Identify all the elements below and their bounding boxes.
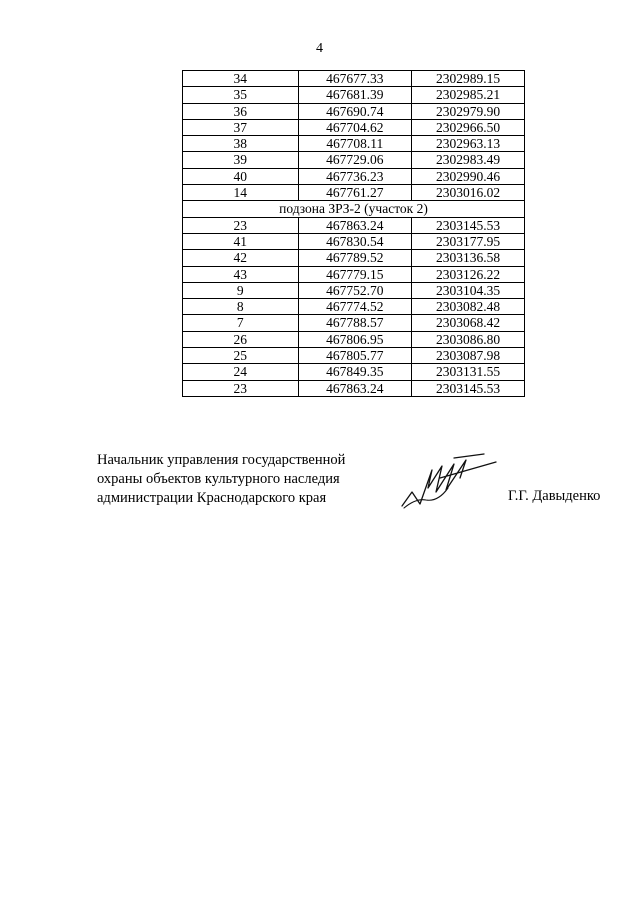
table-row xyxy=(183,299,525,315)
point-number-cell: 39 xyxy=(183,152,299,168)
table-row xyxy=(183,315,525,331)
x-coordinate-cell: 467690.74 xyxy=(298,103,412,119)
y-coordinate-cell: 2303068.42 xyxy=(412,315,525,331)
y-coordinate-cell: 2303082.48 xyxy=(412,299,525,315)
y-coordinate-cell: 2302963.13 xyxy=(412,136,525,152)
point-number-cell: 43 xyxy=(183,266,299,282)
y-coordinate-cell: 2303145.53 xyxy=(412,380,525,396)
x-coordinate-cell: 467704.62 xyxy=(298,119,412,135)
table-row xyxy=(183,250,525,266)
table-row xyxy=(183,364,525,380)
x-coordinate-cell: 467789.52 xyxy=(298,250,412,266)
table-section xyxy=(183,201,525,217)
table-row xyxy=(183,331,525,347)
x-coordinate-cell: 467681.39 xyxy=(298,87,412,103)
table-row xyxy=(183,266,525,282)
table-row xyxy=(183,136,525,152)
point-number-cell: 7 xyxy=(183,315,299,331)
table-row xyxy=(183,152,525,168)
coordinates-table xyxy=(182,70,525,397)
point-number-cell: 26 xyxy=(183,331,299,347)
x-coordinate-cell: 467752.70 xyxy=(298,282,412,298)
x-coordinate-cell: 467677.33 xyxy=(298,71,412,87)
point-number-cell: 9 xyxy=(183,282,299,298)
handwritten-signature xyxy=(396,448,500,514)
y-coordinate-cell: 2303016.02 xyxy=(412,185,525,201)
x-coordinate-cell: 467806.95 xyxy=(298,331,412,347)
table-row xyxy=(183,380,525,396)
y-coordinate-cell: 2302966.50 xyxy=(412,119,525,135)
y-coordinate-cell: 2303104.35 xyxy=(412,282,525,298)
section-row xyxy=(183,201,525,217)
table-row xyxy=(183,119,525,135)
y-coordinate-cell: 2303177.95 xyxy=(412,233,525,249)
point-number-cell: 8 xyxy=(183,299,299,315)
point-number-cell: 35 xyxy=(183,87,299,103)
position-line: администрации Краснодарского края xyxy=(97,490,327,506)
point-number-cell: 38 xyxy=(183,136,299,152)
point-number-cell: 23 xyxy=(183,380,299,396)
table-row xyxy=(183,217,525,233)
point-number-cell: 41 xyxy=(183,233,299,249)
x-coordinate-cell: 467736.23 xyxy=(298,168,412,184)
table-row xyxy=(183,87,525,103)
point-number-cell: 24 xyxy=(183,364,299,380)
x-coordinate-cell: 467761.27 xyxy=(298,185,412,201)
point-number-cell: 37 xyxy=(183,119,299,135)
y-coordinate-cell: 2302989.15 xyxy=(412,71,525,87)
table-body-top xyxy=(183,71,525,201)
point-number-cell: 42 xyxy=(183,250,299,266)
point-number-cell: 34 xyxy=(183,71,299,87)
table-row xyxy=(183,233,525,249)
table-row xyxy=(183,282,525,298)
x-coordinate-cell: 467774.52 xyxy=(298,299,412,315)
x-coordinate-cell: 467830.54 xyxy=(298,233,412,249)
x-coordinate-cell: 467849.35 xyxy=(298,364,412,380)
y-coordinate-cell: 2303131.55 xyxy=(412,364,525,380)
table-body-bottom xyxy=(183,217,525,396)
y-coordinate-cell: 2302985.21 xyxy=(412,87,525,103)
y-coordinate-cell: 2302990.46 xyxy=(412,168,525,184)
y-coordinate-cell: 2302979.90 xyxy=(412,103,525,119)
table-row xyxy=(183,348,525,364)
y-coordinate-cell: 2303126.22 xyxy=(412,266,525,282)
point-number-cell: 36 xyxy=(183,103,299,119)
x-coordinate-cell: 467863.24 xyxy=(298,380,412,396)
x-coordinate-cell: 467805.77 xyxy=(298,348,412,364)
signer-name: Г.Г. Давыденко xyxy=(508,488,601,504)
signatory-position xyxy=(97,451,345,508)
point-number-cell: 40 xyxy=(183,168,299,184)
position-line: охраны объектов культурного наследия xyxy=(97,471,340,487)
x-coordinate-cell: 467708.11 xyxy=(298,136,412,152)
table-row xyxy=(183,168,525,184)
x-coordinate-cell: 467729.06 xyxy=(298,152,412,168)
section-title: подзона ЗРЗ-2 (участок 2) xyxy=(183,201,525,217)
table-row xyxy=(183,71,525,87)
table-row xyxy=(183,185,525,201)
y-coordinate-cell: 2302983.49 xyxy=(412,152,525,168)
x-coordinate-cell: 467788.57 xyxy=(298,315,412,331)
point-number-cell: 23 xyxy=(183,217,299,233)
table-row xyxy=(183,103,525,119)
y-coordinate-cell: 2303145.53 xyxy=(412,217,525,233)
page-number: 4 xyxy=(316,41,323,56)
x-coordinate-cell: 467779.15 xyxy=(298,266,412,282)
y-coordinate-cell: 2303136.58 xyxy=(412,250,525,266)
point-number-cell: 25 xyxy=(183,348,299,364)
y-coordinate-cell: 2303086.80 xyxy=(412,331,525,347)
point-number-cell: 14 xyxy=(183,185,299,201)
x-coordinate-cell: 467863.24 xyxy=(298,217,412,233)
position-line: Начальник управления государственной xyxy=(97,452,346,468)
y-coordinate-cell: 2303087.98 xyxy=(412,348,525,364)
